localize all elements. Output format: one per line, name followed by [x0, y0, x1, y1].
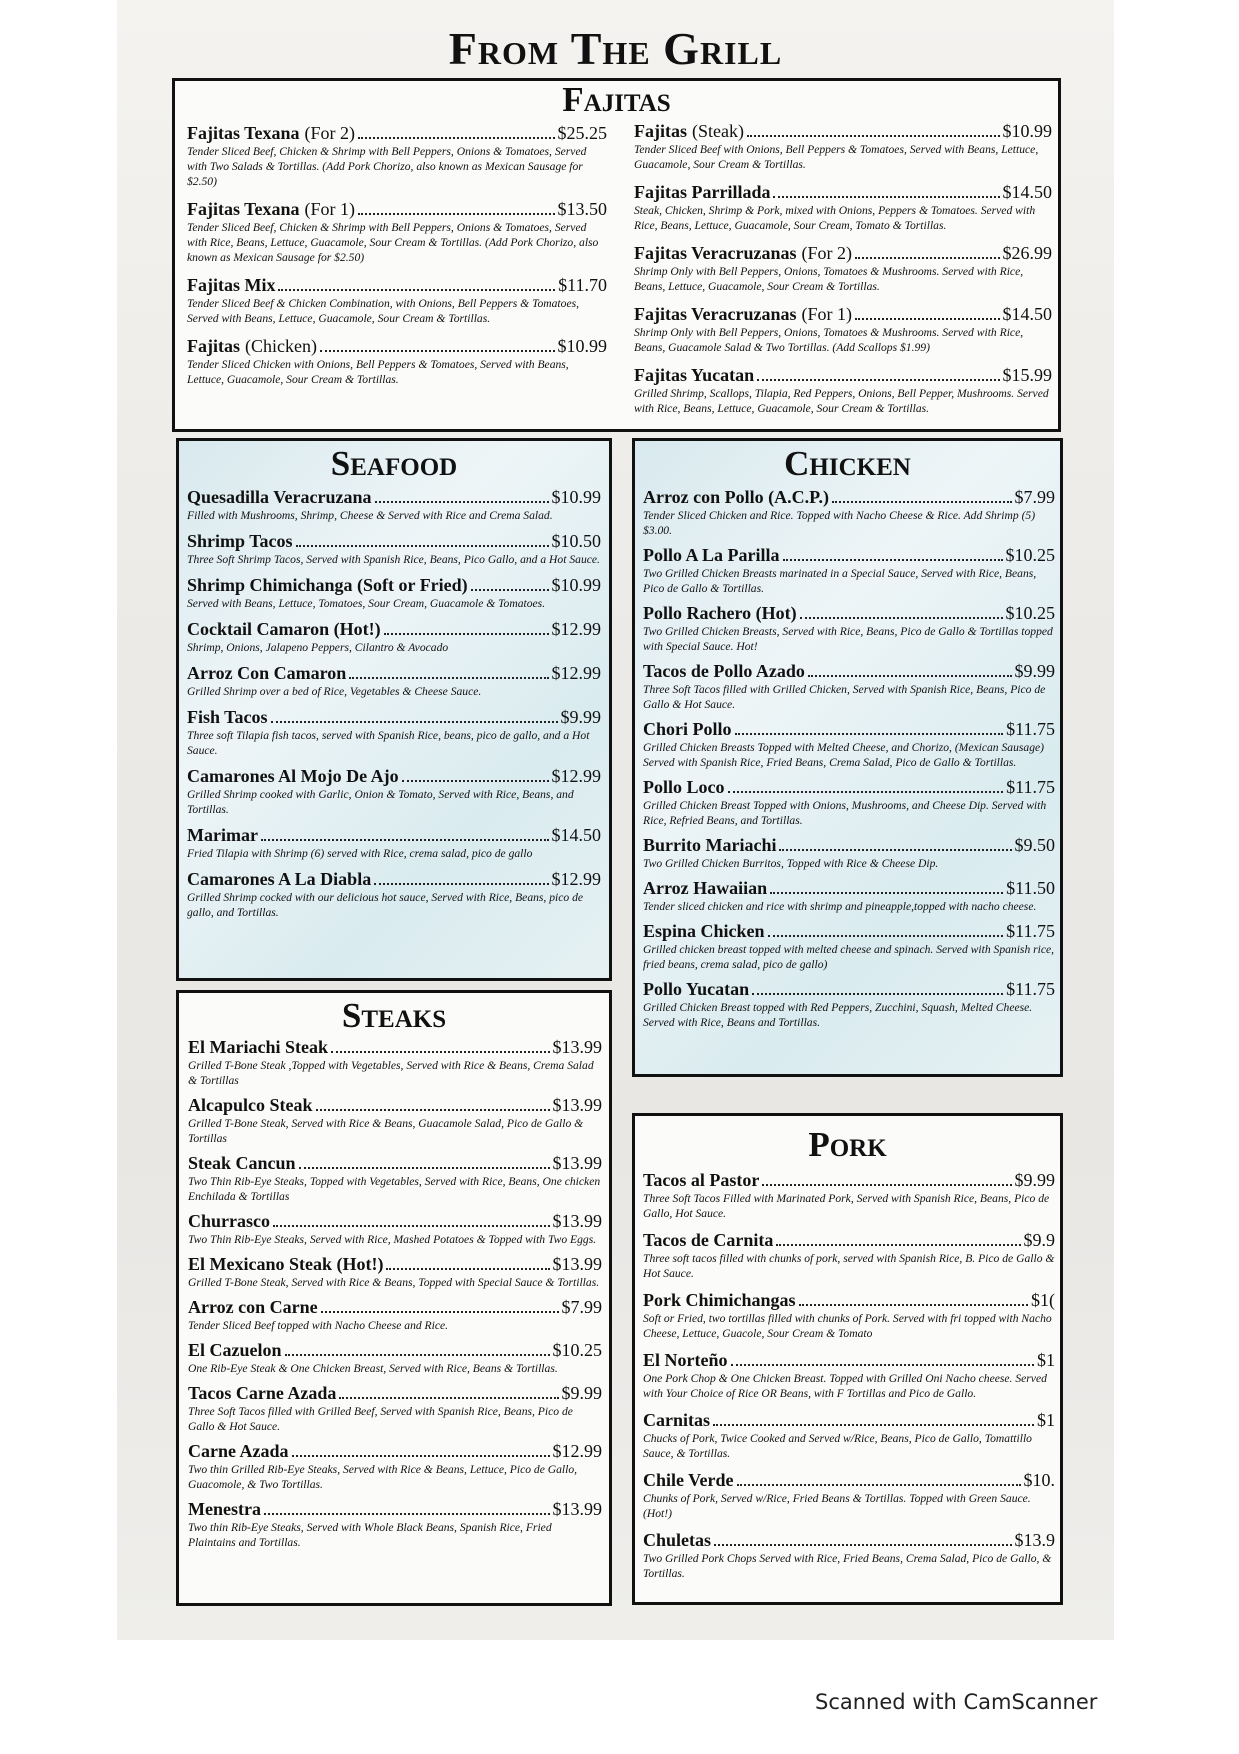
fajitas-right-column [634, 121, 1052, 426]
menu-item-portion: (For 1) [801, 304, 852, 324]
menu-item-name: Camarones Al Mojo De Ajo [187, 766, 399, 786]
menu-item-row [634, 121, 1052, 142]
dot-leader [386, 1268, 549, 1270]
menu-item-row [188, 1499, 602, 1520]
dot-leader [273, 1225, 550, 1227]
menu-item-price: $7.99 [1014, 487, 1055, 507]
menu-item-price: $1 [1037, 1350, 1055, 1370]
menu-item-price: $9.99 [560, 707, 601, 727]
dot-leader [714, 1544, 1011, 1546]
menu-item-description: Chunks of Pork, Served w/Rice, Fried Beans & Tortillas. Topped with Green Sauce. (Hot!) [643, 1492, 1031, 1520]
dot-leader [384, 633, 549, 635]
menu-item-price: $13.50 [557, 199, 607, 219]
menu-item-description: Tender sliced chicken and rice with shrimp and pineapple,topped with nacho cheese. [643, 900, 1037, 913]
menu-item [187, 825, 601, 861]
menu-item-row [643, 979, 1055, 1000]
menu-item-description: Three Soft Tacos filled with Grilled Beef, Served with Spanish Rice, Beans, Pico de Gallo & Hot Sauce. [188, 1405, 573, 1433]
dot-leader [271, 721, 558, 723]
menu-item-description: One Rib-Eye Steak & One Chicken Breast, Served with Rice, Beans & Tortillas. [188, 1362, 558, 1375]
menu-item-description: Tender Sliced Beef, Chicken & Shrimp with Bell Peppers, Onions & Tomatoes, Served with Rice, Beans, Lettuce, Guacamole, Sour Cream & Tortillas. (Add Pork Chorizo, also known as Mexican Sausage for $2.50) [187, 221, 599, 264]
menu-item-price: $1 [1037, 1410, 1055, 1430]
menu-item [187, 869, 601, 920]
menu-item-description: Three Soft Tacos filled with Grilled Chicken, Served with Spanish Rice, Beans, Pico de Gallo & Hot Sauce. [643, 683, 1046, 711]
steaks-section [176, 990, 612, 1606]
dot-leader [779, 849, 1011, 851]
pork-items [643, 1170, 1055, 1590]
dot-leader [728, 791, 1004, 793]
menu-item-price: $13.99 [552, 1254, 602, 1274]
menu-item [187, 336, 607, 387]
menu-item [187, 766, 601, 817]
menu-item [187, 199, 607, 265]
menu-item [634, 243, 1052, 294]
menu-item-price: $9.99 [561, 1383, 602, 1403]
menu-item-price: $10.99 [557, 336, 607, 356]
dot-leader [800, 617, 1003, 619]
menu-item-name: Pollo Rachero (Hot) [643, 603, 797, 623]
menu-item-description: Three Soft Shrimp Tacos, Served with Spanish Rice, Beans, Pico Gallo, and a Hot Sauce. [187, 553, 600, 566]
steaks-items [188, 1037, 602, 1557]
menu-item [643, 1350, 1055, 1401]
menu-item-name: Fajitas Texana [187, 199, 300, 219]
menu-item-name: Camarones A La Diabla [187, 869, 372, 889]
seafood-section [176, 438, 612, 981]
menu-item-row [188, 1037, 602, 1058]
menu-item-name: Alcapulco Steak [188, 1095, 313, 1115]
menu-item-description: Grilled Shrimp over a bed of Rice, Vegetables & Cheese Sauce. [187, 685, 482, 698]
menu-item-row [643, 777, 1055, 798]
menu-item [187, 487, 601, 523]
menu-item-name: Pork Chimichangas [643, 1290, 796, 1310]
menu-item-name: Burrito Mariachi [643, 835, 777, 855]
dot-leader [855, 257, 1000, 259]
menu-item-price: $12.99 [552, 1441, 602, 1461]
dot-leader [776, 1244, 1020, 1246]
menu-item-name: Chile Verde [643, 1470, 734, 1490]
menu-item-price: $11.70 [558, 275, 607, 295]
menu-item-description: Three soft Tilapia fish tacos, served with Spanish Rice, beans, pico de gallo, and a Hot Sauce. [187, 729, 590, 757]
menu-item-description: Two Grilled Chicken Breasts marinated in a Special Sauce, Served with Rice, Beans, Pico de Gallo & Tortillas. [643, 567, 1037, 595]
menu-item-description: Grilled T-Bone Steak ,Topped with Vegetables, Served with Rice & Beans, Crema Salad & Tortillas [188, 1059, 594, 1087]
dot-leader [296, 545, 549, 547]
scanner-watermark: Scanned with CamScanner [815, 1690, 1098, 1714]
menu-item-description: Tender Sliced Beef with Onions, Bell Peppers & Tomatoes, Served with Beans, Lettuce, Guacamole, Sour Cream & Tortillas. [634, 143, 1039, 171]
menu-item-portion: (For 2) [801, 243, 852, 263]
dot-leader [316, 1109, 550, 1111]
pork-title: Pork [808, 1125, 887, 1164]
menu-item-price: $12.99 [551, 663, 601, 683]
menu-item-name: Fajitas Parrillada [634, 182, 771, 202]
menu-item-description: Tender Sliced Beef topped with Nacho Cheese and Rice. [188, 1319, 449, 1332]
menu-item [643, 1170, 1055, 1221]
menu-item-row [643, 1530, 1055, 1551]
dot-leader [264, 1513, 550, 1515]
pork-section [632, 1113, 1063, 1605]
menu-item-name: Churrasco [188, 1211, 270, 1231]
menu-item-name: Tacos Carne Azada [188, 1383, 337, 1403]
menu-item-name: Arroz Hawaiian [643, 878, 768, 898]
steaks-title: Steaks [341, 996, 447, 1035]
menu-item [188, 1095, 602, 1146]
dot-leader [358, 137, 554, 139]
menu-item-description: One Pork Chop & One Chicken Breast. Topped with Grilled Oni Nacho cheese. Served with Your Choice of Rice OR Beans, with F Tortillas and Pico de Gallo. [643, 1372, 1047, 1400]
menu-item-name: Pollo Loco [643, 777, 725, 797]
menu-item-description: Grilled Shrimp, Scallops, Tilapia, Red Peppers, Onions, Bell Pepper, Mushrooms. Served with Rice, Beans, Lettuce, Guacamole, Sour Cream & Tortillas. [634, 387, 1049, 415]
dot-leader [752, 993, 1003, 995]
menu-item-price: $10.25 [1005, 545, 1055, 565]
menu-item-description: Shrimp Only with Bell Peppers, Onions, Tomatoes & Mushrooms. Served with Rice, Beans, Guacamole Salad & Two Tortillas. (Add Scallops $1.99) [634, 326, 1024, 354]
menu-item [643, 921, 1055, 972]
dot-leader [299, 1167, 550, 1169]
menu-item-name: Marimar [187, 825, 258, 845]
menu-item-description: Grilled Shrimp cocked with our delicious hot sauce, Served with Rice, Beans, pico de gallo, and Tortillas. [187, 891, 584, 919]
menu-item-price: $10.99 [551, 487, 601, 507]
menu-item-description: Tender Sliced Chicken and Rice. Topped with Nacho Cheese & Rice. Add Shrimp (5) $3.00. [643, 509, 1036, 537]
menu-item-description: Filled with Mushrooms, Shrimp, Cheese & Served with Rice and Crema Salad. [187, 509, 553, 522]
menu-item-price: $10.25 [552, 1340, 602, 1360]
menu-item-portion: (Steak) [692, 121, 744, 141]
fajitas-left-column [187, 123, 607, 397]
menu-item-price: $9.99 [1014, 1170, 1055, 1190]
dot-leader [331, 1051, 550, 1053]
menu-item-description: Grilled T-Bone Steak, Served with Rice & Beans, Guacamole Salad, Pico de Gallo & Tortillas [188, 1117, 584, 1145]
menu-item-description: Served with Beans, Lettuce, Tomatoes, Sour Cream, Guacamole & Tomatoes. [187, 597, 546, 610]
menu-item-description: Fried Tilapia with Shrimp (6) served with Rice, crema salad, pico de gallo [187, 847, 533, 860]
menu-item-row [187, 575, 601, 596]
menu-item-name: Fish Tacos [187, 707, 268, 727]
dot-leader [832, 501, 1012, 503]
dot-leader [808, 675, 1012, 677]
menu-item-price: $12.99 [551, 766, 601, 786]
dot-leader [783, 559, 1003, 561]
menu-item-name: Shrimp Tacos [187, 531, 293, 551]
menu-item-price: $1( [1031, 1290, 1055, 1310]
menu-item-name: Quesadilla Veracruzana [187, 487, 372, 507]
menu-item-description: Steak, Chicken, Shrimp & Pork, mixed with Onions, Peppers & Tomatoes. Served with Rice, Beans, Lettuce, Guacamole, Sour Cream, Tomato & Tortillas. [634, 204, 1036, 232]
menu-item-row [187, 336, 607, 357]
menu-item-name: Steak Cancun [188, 1153, 296, 1173]
fajitas-title: Fajitas [562, 80, 671, 119]
dot-leader [339, 1397, 558, 1399]
menu-item [187, 123, 607, 189]
menu-item-row [643, 1350, 1055, 1371]
dot-leader [278, 289, 555, 291]
menu-item-name: Fajitas Mix [187, 275, 276, 295]
menu-item-row [187, 199, 607, 220]
dot-leader [402, 780, 549, 782]
dot-leader [471, 589, 549, 591]
dot-leader [731, 1364, 1035, 1366]
menu-item-name: Fajitas [187, 336, 240, 356]
menu-item-price: $14.50 [1002, 304, 1052, 324]
menu-item-row [188, 1297, 602, 1318]
menu-item-row [187, 825, 601, 846]
menu-item-price: $13.99 [552, 1095, 602, 1115]
menu-item [188, 1037, 602, 1088]
menu-item-row [643, 545, 1055, 566]
menu-item-price: $10. [1023, 1470, 1055, 1490]
menu-item-price: $13.99 [552, 1037, 602, 1057]
menu-item [188, 1383, 602, 1434]
menu-item-portion: (Chicken) [245, 336, 317, 356]
menu-item-row [643, 661, 1055, 682]
menu-item-row [187, 531, 601, 552]
menu-item-row [643, 835, 1055, 856]
menu-item-row [643, 921, 1055, 942]
menu-item-description: Two Grilled Pork Chops Served with Rice, Fried Beans, Crema Salad, Pico de Gallo, & Tortillas. [643, 1552, 1052, 1580]
menu-item-name: El Mariachi Steak [188, 1037, 328, 1057]
menu-item-description: Two Thin Rib-Eye Steaks, Served with Rice, Mashed Potatoes & Topped with Two Eggs. [188, 1233, 597, 1246]
menu-item-row [187, 869, 601, 890]
menu-item-name: Pollo Yucatan [643, 979, 750, 999]
menu-item-price: $14.50 [1002, 182, 1052, 202]
menu-item-price: $13.99 [552, 1153, 602, 1173]
menu-item-price: $11.50 [1006, 878, 1055, 898]
menu-item-portion: (For 2) [304, 123, 356, 143]
menu-item [188, 1254, 602, 1290]
menu-item-portion: (For 1) [304, 199, 356, 219]
menu-item [643, 777, 1055, 828]
menu-item-description: Grilled Chicken Breasts Topped with Melted Cheese, and Chorizo, (Mexican Sausage) Served with Spanish Rice, Fried Beans, Crema Salad, Pico de Gallo & Tortillas. [643, 741, 1044, 769]
menu-item-description: Grilled Chicken Breast topped with Red Peppers, Zucchini, Squash, Melted Cheese. Served with Rice, Beans and Tortillas. [643, 1001, 1033, 1029]
seafood-title: Seafood [330, 444, 458, 483]
menu-item-name: Espina Chicken [643, 921, 765, 941]
menu-item-description: Two thin Grilled Rib-Eye Steaks, Served with Rice & Beans, Lettuce, Pico de Gallo, Guacomole, & Two Tortillas. [188, 1463, 578, 1491]
menu-item-description: Two thin Rib-Eye Steaks, Served with Whole Black Beans, Spanish Rice, Fried Plaintains and Tortillas. [188, 1521, 552, 1549]
menu-item-row [634, 304, 1052, 325]
menu-item-description: Two Grilled Chicken Burritos, Topped with Rice & Cheese Dip. [643, 857, 939, 870]
menu-item [187, 575, 601, 611]
menu-item-price: $12.99 [551, 619, 601, 639]
menu-item-price: $9.99 [1014, 661, 1055, 681]
dot-leader [375, 501, 549, 503]
menu-item [634, 182, 1052, 233]
menu-item [643, 661, 1055, 712]
menu-item-price: $10.99 [1002, 121, 1052, 141]
menu-item-price: $25.25 [557, 123, 607, 143]
chicken-items [643, 487, 1055, 1037]
menu-item-name: Fajitas Yucatan [634, 365, 755, 385]
menu-item [188, 1211, 602, 1247]
menu-item-description: Grilled T-Bone Steak, Served with Rice & Beans, Topped with Special Sauce & Tortillas. [188, 1276, 600, 1289]
menu-item-row [643, 603, 1055, 624]
menu-item-description: Grilled Shrimp cooked with Garlic, Onion & Tomato, Served with Rice, Beans, and Tortillas. [187, 788, 574, 816]
menu-item-price: $10.99 [551, 575, 601, 595]
dot-leader [855, 318, 1000, 320]
dot-leader [768, 935, 1004, 937]
menu-item-description: Two Thin Rib-Eye Steaks, Topped with Vegetables, Served with Rice, Beans, One chicken Enchilada & Tortillas [188, 1175, 601, 1203]
menu-item [643, 835, 1055, 871]
menu-item-price: $14.50 [551, 825, 601, 845]
menu-item-row [643, 1470, 1055, 1491]
seafood-items [187, 487, 601, 928]
menu-item [634, 121, 1052, 172]
dot-leader [747, 135, 1000, 137]
menu-item [187, 275, 607, 326]
fajitas-section [172, 78, 1061, 432]
menu-item [188, 1340, 602, 1376]
menu-item-name: Carnitas [643, 1410, 710, 1430]
dot-leader [374, 883, 548, 885]
dot-leader [773, 196, 999, 198]
menu-item-name: El Cazuelon [188, 1340, 282, 1360]
menu-item-row [634, 365, 1052, 386]
dot-leader [261, 839, 549, 841]
menu-item-name: Chori Pollo [643, 719, 732, 739]
menu-item-description: Chucks of Pork, Twice Cooked and Served w/Rice, Beans, Pico de Gallo, Tomattillo Sauce, & Tortillas. [643, 1432, 1032, 1460]
menu-item-description: Tender Sliced Beef & Chicken Combination, with Onions, Bell Peppers & Tomatoes, Served with Beans, Lettuce, Guacamole, Sour Cream & Tortillas. [187, 297, 580, 325]
menu-item-row [188, 1254, 602, 1275]
menu-item [188, 1499, 602, 1550]
menu-item-name: Arroz Con Camaron [187, 663, 347, 683]
menu-item-name: El Mexicano Steak (Hot!) [188, 1254, 384, 1274]
menu-item-price: $11.75 [1006, 979, 1055, 999]
menu-item-price: $11.75 [1006, 777, 1055, 797]
menu-item [188, 1297, 602, 1333]
menu-item-row [188, 1441, 602, 1462]
dot-leader [320, 350, 555, 352]
menu-item-name: Tacos de Pollo Azado [643, 661, 805, 681]
menu-item-price: $11.75 [1006, 921, 1055, 941]
menu-item-row [188, 1211, 602, 1232]
menu-item-name: Cocktail Camaron (Hot!) [187, 619, 381, 639]
menu-item [187, 707, 601, 758]
menu-item-row [187, 487, 601, 508]
menu-item-price: $12.99 [551, 869, 601, 889]
menu-item-row [188, 1153, 602, 1174]
menu-item-row [187, 275, 607, 296]
menu-item-description: Three Soft Tacos Filled with Marinated Pork, Served with Spanish Rice, Beans, Pico de Gallo, Hot Sauce. [643, 1192, 1050, 1220]
menu-item-price: $10.25 [1005, 603, 1055, 623]
menu-item [187, 531, 601, 567]
menu-item [643, 719, 1055, 770]
dot-leader [737, 1484, 1021, 1486]
menu-item-description: Shrimp, Onions, Jalapeno Peppers, Cilantro & Avocado [187, 641, 449, 654]
menu-item-row [188, 1095, 602, 1116]
menu-item-description: Two Grilled Chicken Breasts, Served with Rice, Beans, Pico de Gallo & Tortillas topped with Special Sauce. Hot! [643, 625, 1053, 653]
menu-item-row [643, 1290, 1055, 1311]
menu-item-price: $13.9 [1014, 1530, 1055, 1550]
menu-item-price: $15.99 [1002, 365, 1052, 385]
menu-item [187, 619, 601, 655]
menu-item-row [634, 182, 1052, 203]
dot-leader [349, 677, 548, 679]
menu-item-name: Fajitas [634, 121, 687, 141]
dot-leader [321, 1311, 559, 1313]
menu-item-name: Fajitas Veracruzanas [634, 304, 797, 324]
menu-item-name: Chuletas [643, 1530, 712, 1550]
menu-item-price: $13.99 [552, 1211, 602, 1231]
menu-item [643, 1230, 1055, 1281]
menu-item-name: Shrimp Chimichanga (Soft or Fried) [187, 575, 468, 595]
menu-item [643, 979, 1055, 1030]
dot-leader [735, 733, 1004, 735]
menu-item-name: Tacos de Carnita [643, 1230, 774, 1250]
menu-item-name: Fajitas Veracruzanas [634, 243, 797, 263]
menu-item-row [643, 487, 1055, 508]
menu-item-description: Grilled Chicken Breast Topped with Onions, Mushrooms, and Cheese Dip. Served with Rice, Refried Beans, and Tortillas. [643, 799, 1047, 827]
menu-item-row [187, 123, 607, 144]
menu-item [187, 663, 601, 699]
menu-item [643, 878, 1055, 914]
menu-item-name: Arroz con Pollo (A.C.P.) [643, 487, 829, 507]
menu-item-name: Tacos al Pastor [643, 1170, 760, 1190]
menu-item [188, 1441, 602, 1492]
menu-item-description: Soft or Fried, two tortillas filled with chunks of Pork. Served with fri topped with Nacho Cheese, Lettuce, Guacole, Sour Cream & Tomato [643, 1312, 1052, 1340]
menu-item-description: Tender Sliced Chicken with Onions, Bell Peppers & Tomatoes, Served with Beans, Lettuce, Guacamole, Sour Cream & Tortillas. [187, 358, 569, 386]
dot-leader [713, 1424, 1034, 1426]
menu-item-row [643, 878, 1055, 899]
menu-item-row [187, 707, 601, 728]
chicken-title: Chicken [784, 444, 911, 483]
menu-item-row [634, 243, 1052, 264]
menu-item-price: $9.50 [1014, 835, 1055, 855]
menu-item-name: Arroz con Carne [188, 1297, 318, 1317]
menu-item-row [643, 719, 1055, 740]
menu-item [643, 603, 1055, 654]
menu-item-name: Menestra [188, 1499, 261, 1519]
menu-item-description: Three soft tacos filled with chunks of pork, served with Spanish Rice, B. Pico de Gallo & Hot Sauce. [643, 1252, 1055, 1280]
menu-item [634, 365, 1052, 416]
dot-leader [762, 1184, 1011, 1186]
menu-item-price: $10.50 [551, 531, 601, 551]
menu-item [643, 545, 1055, 596]
menu-item [634, 304, 1052, 355]
menu-item-name: Carne Azada [188, 1441, 289, 1461]
menu-item [643, 1470, 1055, 1521]
menu-item-name: El Norteño [643, 1350, 728, 1370]
menu-item [643, 1410, 1055, 1461]
dot-leader [285, 1354, 550, 1356]
menu-item-row [187, 619, 601, 640]
menu-item-row [188, 1383, 602, 1404]
page-title: From The Grill [448, 23, 783, 74]
menu-item-row [643, 1410, 1055, 1431]
dot-leader [799, 1304, 1028, 1306]
menu-item [643, 1530, 1055, 1581]
dot-leader [358, 213, 554, 215]
menu-item-price: $9.9 [1023, 1230, 1055, 1250]
menu-item-name: Pollo A La Parilla [643, 545, 780, 565]
menu-item [643, 1290, 1055, 1341]
chicken-section [632, 438, 1063, 1077]
dot-leader [757, 379, 999, 381]
menu-item-row [643, 1170, 1055, 1191]
menu-item-row [188, 1340, 602, 1361]
menu-item-price: $7.99 [561, 1297, 602, 1317]
menu-item-description: Grilled chicken breast topped with melted cheese and spinach. Served with Spanish rice, fried beans, crema salad, pico de gallo) [643, 943, 1055, 971]
menu-item-price: $11.75 [1006, 719, 1055, 739]
menu-item [188, 1153, 602, 1204]
dot-leader [770, 892, 1003, 894]
dot-leader [292, 1455, 550, 1457]
menu-item-price: $26.99 [1002, 243, 1052, 263]
menu-item-row [187, 663, 601, 684]
menu-item [643, 487, 1055, 538]
menu-item-row [643, 1230, 1055, 1251]
menu-item-price: $13.99 [552, 1499, 602, 1519]
menu-item-row [187, 766, 601, 787]
menu-item-name: Fajitas Texana [187, 123, 300, 143]
menu-item-description: Tender Sliced Beef, Chicken & Shrimp with Bell Peppers, Onions & Tomatoes, Served with Two Salads & Tortillas. (Add Pork Chorizo, also known as Mexican Sausage for $2.50) [187, 145, 587, 188]
menu-item-description: Shrimp Only with Bell Peppers, Onions, Tomatoes & Mushrooms. Served with Rice, Beans, Lettuce, Guacamole, Sour Cream & Tortillas. [634, 265, 1024, 293]
